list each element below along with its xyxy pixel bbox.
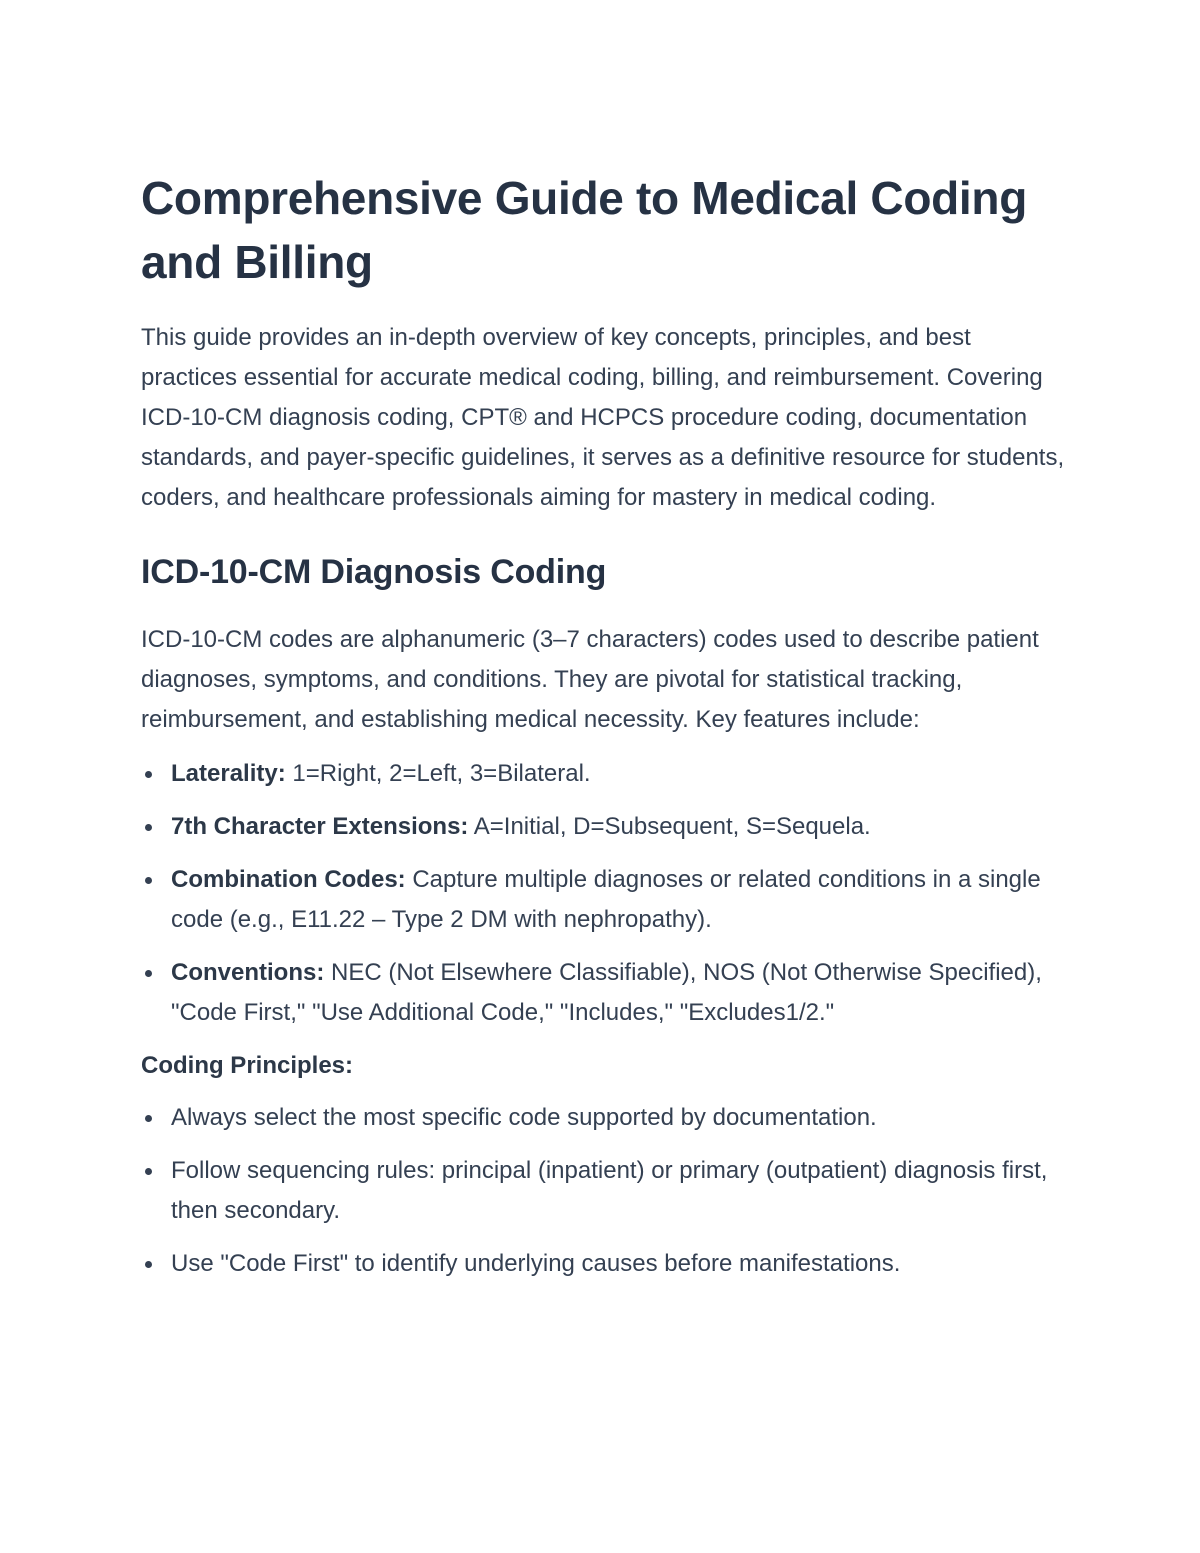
key-features-list — [141, 754, 1066, 1033]
list-item-term: Laterality: — [171, 760, 286, 787]
list-item-text: A=Initial, D=Subsequent, S=Sequela. — [468, 813, 871, 840]
list-item-term: Conventions: — [171, 959, 325, 986]
list-item — [141, 754, 1066, 794]
list-item-text: 1=Right, 2=Left, 3=Bilateral. — [285, 760, 591, 787]
document-title: Comprehensive Guide to Medical Coding and Billing — [141, 172, 1028, 288]
icd-paragraph: ICD-10-CM codes are alphanumeric (3–7 characters) codes used to describe patient diagnoses, symptoms, and conditions. They are pivotal for statistical tracking, reimbursement, and establishing medical necessity. Key features include: — [141, 626, 1039, 733]
document-page — [141, 166, 1066, 1297]
list-item-text: Capture multiple diagnoses or related conditions in a single code (e.g., E11.22 – Type 2 DM with nephropathy). — [171, 866, 1041, 933]
list-item: Always select the most specific code supported by documentation. — [141, 1098, 1066, 1138]
section-heading-icd: ICD-10-CM Diagnosis Coding — [141, 553, 607, 591]
list-item: Use "Code First" to identify underlying causes before manifestations. — [141, 1244, 1066, 1284]
list-item — [141, 860, 1066, 940]
coding-principles-list — [141, 1098, 1066, 1284]
list-item-text: NEC (Not Elsewhere Classifiable), NOS (Not Otherwise Specified), "Code First," "Use Additional Code," "Includes," "Excludes1/2." — [171, 959, 1042, 1026]
intro-paragraph: This guide provides an in-depth overview of key concepts, principles, and best practices essential for accurate medical coding, billing, and reimbursement. Covering ICD-10-CM diagnosis coding, CPT® and HCPCS procedure coding, documentation standards, and payer-specific guidelines, it serves as a definitive resource for students, coders, and healthcare professionals aiming for mastery in medical coding. — [141, 324, 1065, 511]
list-item-term: Combination Codes: — [171, 866, 406, 893]
list-item — [141, 807, 1066, 847]
list-item: Follow sequencing rules: principal (inpatient) or primary (outpatient) diagnosis first, then secondary. — [141, 1151, 1066, 1231]
coding-principles-heading: Coding Principles: — [141, 1052, 354, 1079]
list-item-term: 7th Character Extensions: — [171, 813, 469, 840]
list-item — [141, 953, 1066, 1033]
